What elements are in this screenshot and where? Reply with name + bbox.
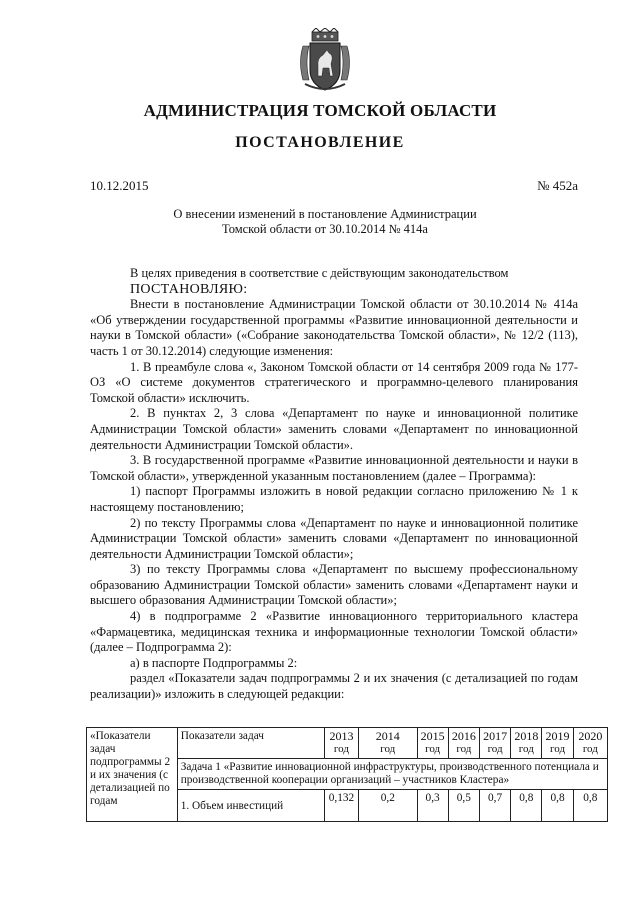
subject-line: Томской области от 30.10.2014 № 414а xyxy=(222,222,428,236)
row-label: 1. Объем инвестиций xyxy=(177,790,324,822)
doc-number: № 452а xyxy=(537,178,578,193)
paragraph: 2) по тексту Программы слова «Департамент по науке и инновационной политике Администрации Томской области» заменить словами «Департамент по инновационной деятельности Администрации Томской области»; xyxy=(90,515,578,561)
paragraph: 3. В государственной программе «Развитие инновационной деятельности и науки в Томской области», утвержденной указанным постановлением (далее – Программа): xyxy=(90,453,578,483)
doc-date: 10.12.2015 xyxy=(90,178,149,193)
table-header-label: Показатели задач xyxy=(177,728,324,759)
value-cell: 0,5 xyxy=(448,790,479,822)
doc-subject xyxy=(150,207,500,237)
year-cell: 2018 год xyxy=(511,728,542,759)
paragraph: 1) паспорт Программы изложить в новой редакции согласно приложению № 1 к настоящему постановлению; xyxy=(90,484,578,514)
value-cell: 0,8 xyxy=(573,790,607,822)
paragraph: 3) по тексту Программы слова «Департамент по высшему профессиональному образованию Администрации Томской области» заменить словами «Департамент науки и высшего образования Администрации Томской области»; xyxy=(90,562,578,608)
year-cell: 2014 год xyxy=(359,728,417,759)
year-cell: 2015 год xyxy=(417,728,448,759)
year-cell: 2019 год xyxy=(542,728,573,759)
indicators-table xyxy=(86,727,608,822)
value-cell: 0,2 xyxy=(359,790,417,822)
paragraph: 2. В пунктах 2, 3 слова «Департамент по науке и инновационной политике Администрации Томской области» заменить словами «Департамент по инновационной деятельности Администрации Томской области». xyxy=(90,406,578,452)
value-cell: 0,3 xyxy=(417,790,448,822)
decree-word: ПОСТАНОВЛЯЮ: xyxy=(130,281,248,297)
table-left-cell: «Показатели задач подпрограммы 2 и их значения (с детализацией по годам xyxy=(87,728,178,822)
paragraph: а) в паспорте Подпрограммы 2: xyxy=(130,655,298,670)
task-row-cell: Задача 1 «Развитие инновационной инфраструктуры, производственного потенциала и производственной кооперации организаций – участников Кластера» xyxy=(177,759,607,790)
year-cell: 2020 год xyxy=(573,728,607,759)
value-cell: 0,8 xyxy=(511,790,542,822)
subject-line: О внесении изменений в постановление Администрации xyxy=(173,207,477,221)
paragraph: 4) в подпрограмме 2 «Развитие инновационного территориального кластера «Фармацевтика, медицинская техника и информационные технологии Томской области» (далее – Подпрограмма 2): xyxy=(90,609,578,655)
paragraph: раздел «Показатели задач подпрограммы 2 и их значения (с детализацией по годам реализации)» изложить в следующей редакции: xyxy=(90,671,578,702)
year-cell: 2013 год xyxy=(324,728,358,759)
year-cell: 2017 год xyxy=(479,728,510,759)
org-title: АДМИНИСТРАЦИЯ ТОМСКОЙ ОБЛАСТИ xyxy=(143,101,497,120)
value-cell: 0,7 xyxy=(479,790,510,822)
coat-of-arms-icon xyxy=(297,28,353,94)
paragraph: 1. В преамбуле слова «, Законом Томской области от 14 сентября 2009 года № 177-ОЗ «О системе документов стратегического и программно-целевого планирования Томской области» исключить. xyxy=(90,359,578,405)
paragraph: В целях приведения в соответствие с действующим законодательством xyxy=(130,266,509,280)
year-cell: 2016 год xyxy=(448,728,479,759)
doc-body xyxy=(90,266,578,703)
value-cell: 0,8 xyxy=(542,790,573,822)
paragraph: Внести в постановление Администрации Томской области от 30.10.2014 № 414а «Об утверждении государственной программы «Развитие инновационной деятельности и науки в Томской области» («Собрание законодательства Томской области», № 12/2 (113), часть 1 от 30.12.2014) следующие изменения: xyxy=(90,297,578,358)
value-cell: 0,132 xyxy=(324,790,358,822)
table-header-row xyxy=(87,728,608,759)
doc-type: ПОСТАНОВЛЕНИЕ xyxy=(235,134,405,151)
